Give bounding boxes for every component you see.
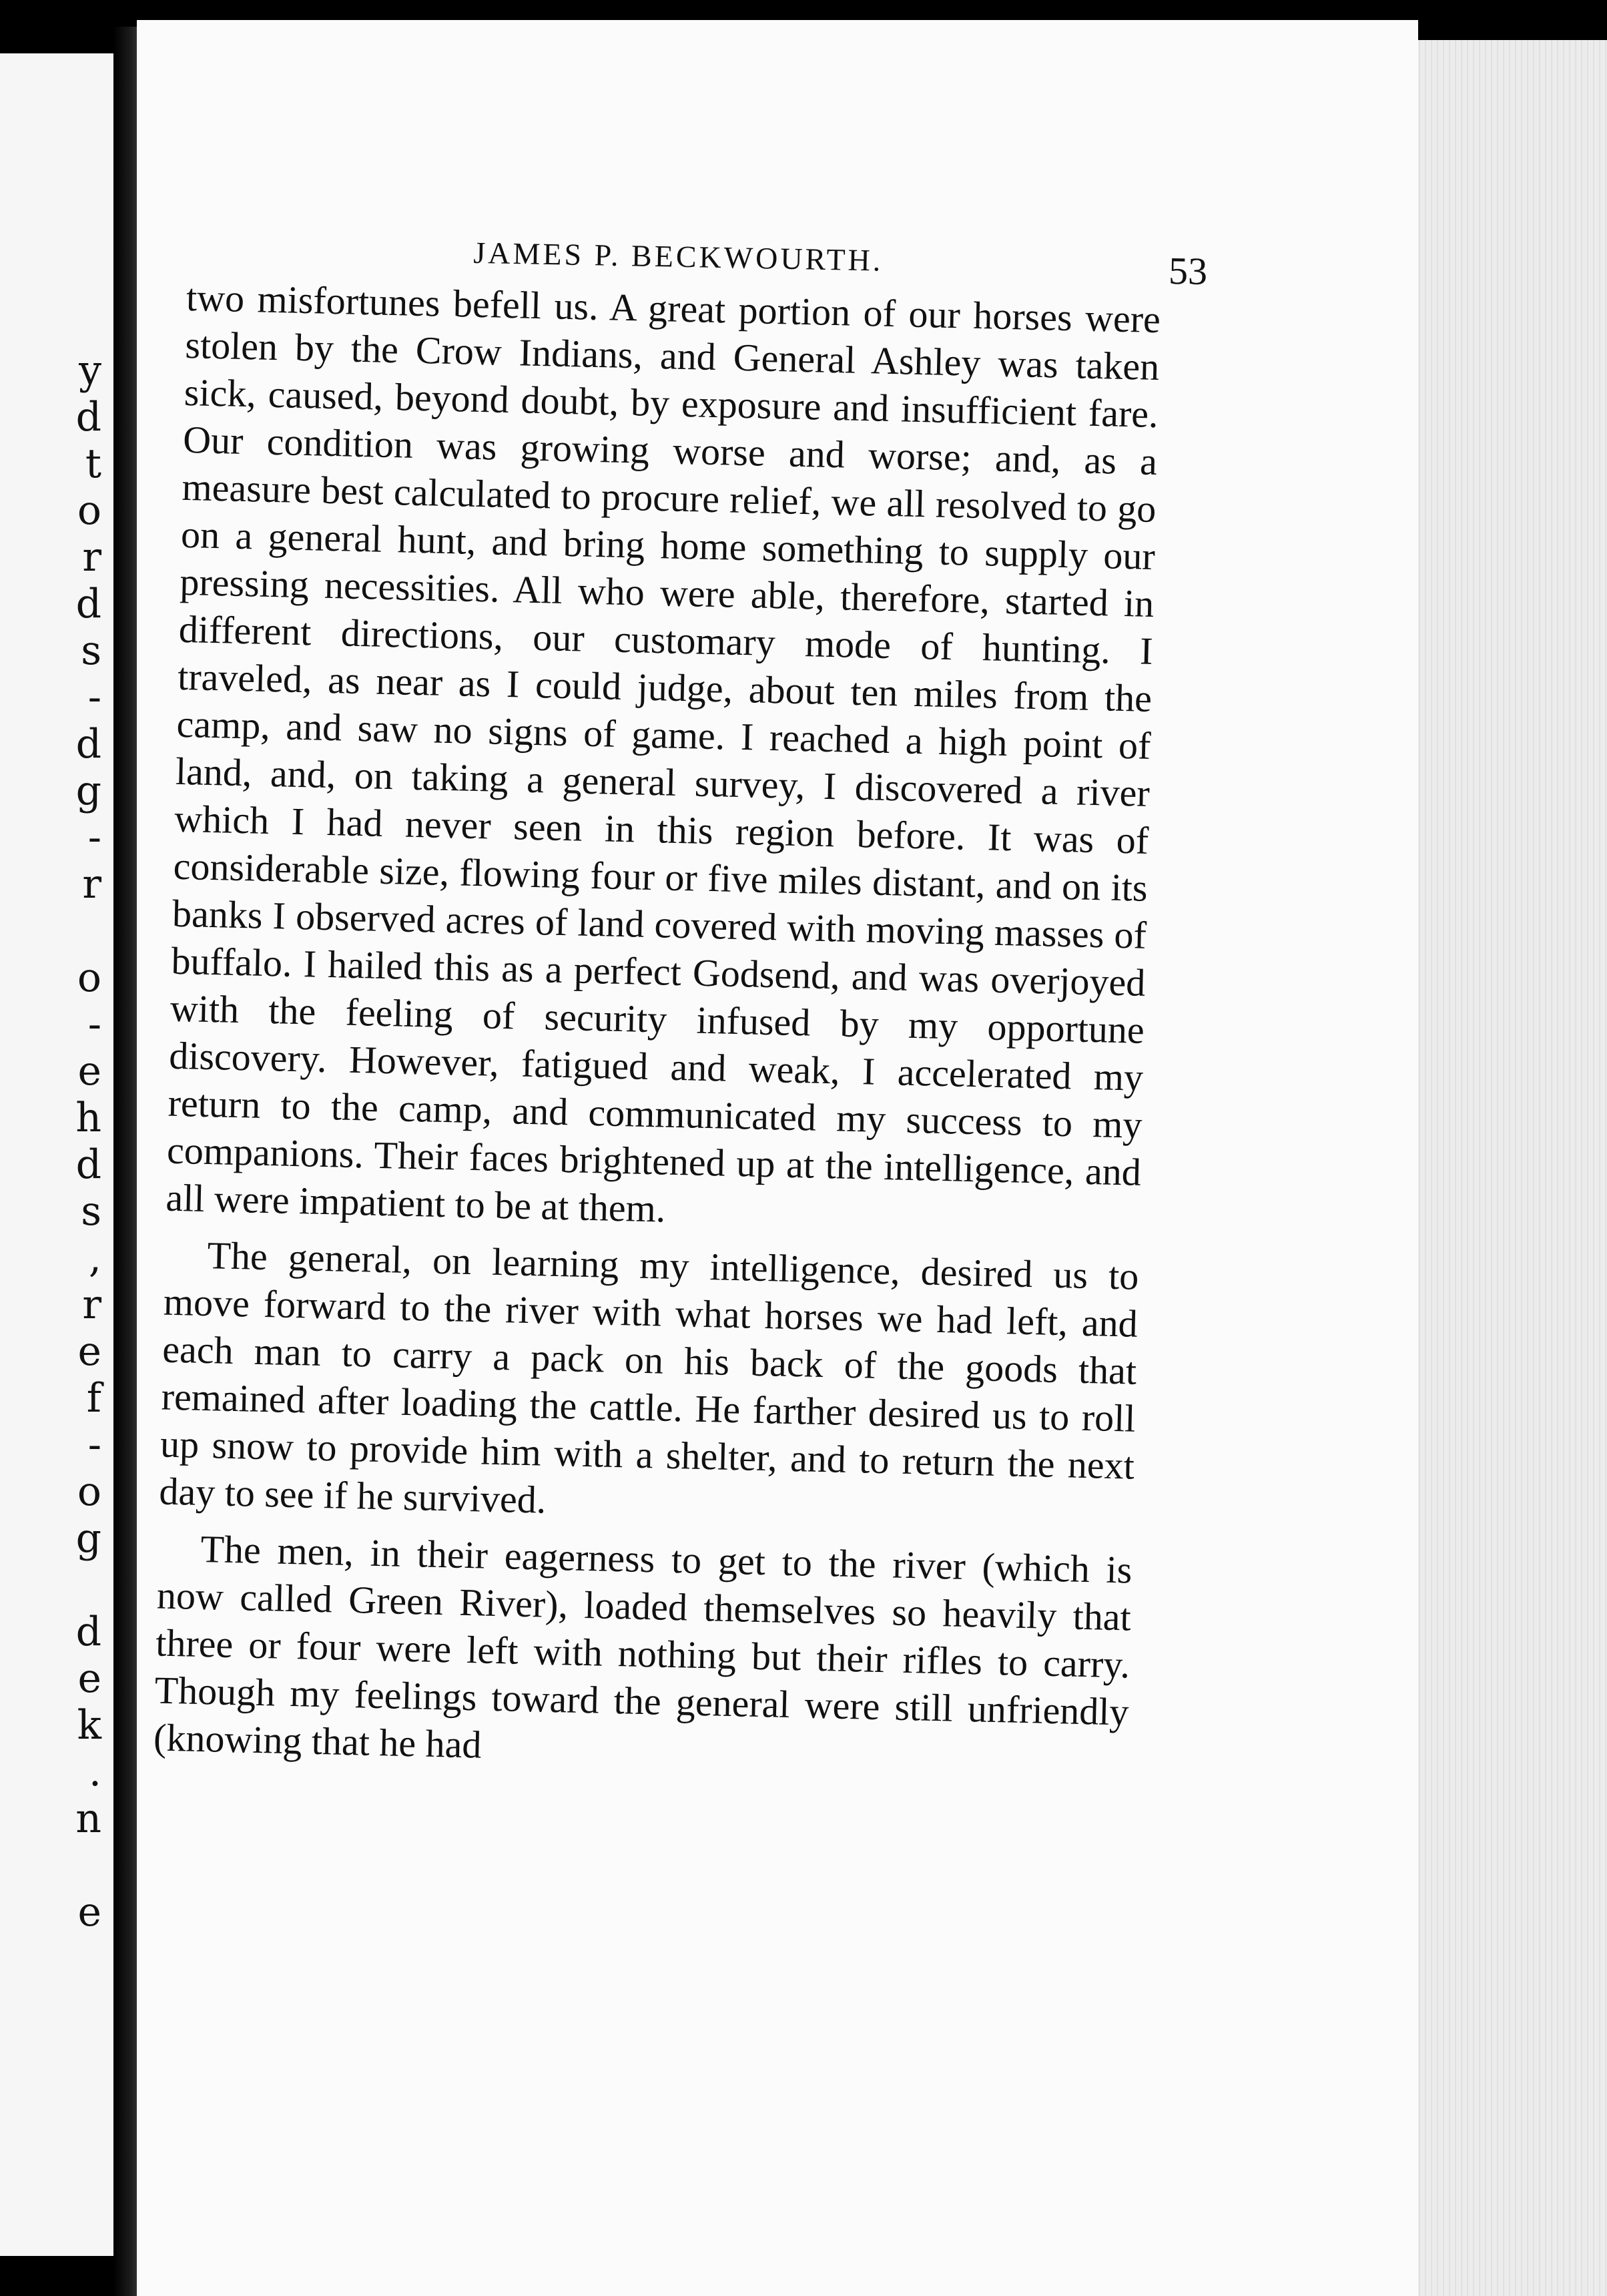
edge-letter: d	[75, 721, 101, 768]
page-number: 53	[1168, 248, 1208, 293]
page-edge-stack	[1415, 40, 1607, 2296]
edge-letter: r	[82, 1281, 101, 1328]
facing-page-edge	[0, 53, 117, 2256]
edge-letter: e	[77, 1655, 101, 1702]
edge-letter: e	[77, 1328, 101, 1375]
facing-page-letters	[0, 347, 113, 1936]
edge-letter: ,	[88, 1235, 101, 1281]
edge-letter	[0, 1562, 113, 1609]
edge-letter: o	[77, 954, 101, 1001]
book-gutter-shadow	[113, 27, 140, 2296]
edge-letter	[0, 908, 113, 954]
edge-letter: e	[77, 1048, 101, 1095]
paragraph: two misfortunes befell us. A great portion of our horses were stolen by the Crow Indians, and General Ashley was taken sick, caused, beyond doubt, by exposure and insufficient fare. Our condition was growing worse and worse; and, as a measure best calculated to procure relief, we all resolved to go on a general hunt, and bring home something to supply our pressing necessities. All who were able, therefore, started in different directions, our customary mode of hunting. I traveled, as near as I could judge, about ten miles from the camp, and saw no signs of game. I reached a high point of land, and, on taking a general survey, I discovered a river which I had never seen in this region before. It was of considerable size, flowing four or five miles distant, and on its banks I observed acres of land covered with moving masses of buffalo. I hailed this as a perfect Godsend, and was overjoyed with the feeling of security infused by my opportune discovery. However, fatigued and weak, I accelerated my return to the camp, and communicated my success to my companions. Their faces brightened up at the intelligence, and all were impatient to be at them.	[165, 275, 1161, 1231]
edge-letter: .	[88, 1749, 101, 1795]
edge-letter: g	[75, 1515, 101, 1562]
edge-letter: s	[81, 627, 101, 674]
edge-letter: n	[75, 1795, 101, 1842]
edge-letter: k	[77, 1702, 101, 1749]
edge-letter: o	[77, 1468, 101, 1515]
edge-letter: d	[75, 394, 101, 441]
edge-letter: r	[82, 534, 101, 581]
edge-letter: -	[87, 1001, 101, 1048]
edge-letter: f	[86, 1375, 101, 1422]
edge-letter: -	[87, 674, 101, 721]
edge-letter: s	[81, 1188, 101, 1235]
body-text	[153, 274, 1161, 1793]
edge-letter: g	[75, 768, 101, 814]
edge-letter: d	[75, 581, 101, 627]
running-header-title: JAMES P. BECKWOURTH.	[472, 235, 884, 278]
edge-letter: -	[87, 814, 101, 861]
edge-letter: d	[75, 1609, 101, 1655]
edge-letter: y	[79, 347, 101, 394]
edge-letter: d	[75, 1141, 101, 1188]
edge-letter: -	[87, 1422, 101, 1468]
edge-letter: o	[77, 487, 101, 534]
paragraph: The men, in their eagerness to get to the river (which is now called Green River), loaded themselves so heavily that three or four were left with nothing but their rifles to carry. Though my feelings toward the general were still unfriendly (knowing that he had	[153, 1526, 1133, 1767]
edge-letter: r	[82, 861, 101, 908]
paragraph: The general, on learning my intelligence, desired us to move forward to the river with what horses we had left, and each man to carry a pack on his back of the goods that remained after loading the cattle. He farther desired us to roll up snow to provide him with a shelter, and to return the next day to see if he survived.	[158, 1233, 1140, 1522]
edge-letter	[0, 1842, 113, 1889]
edge-letter: t	[85, 441, 101, 487]
edge-letter: e	[77, 1889, 101, 1936]
edge-letter: h	[75, 1095, 101, 1141]
